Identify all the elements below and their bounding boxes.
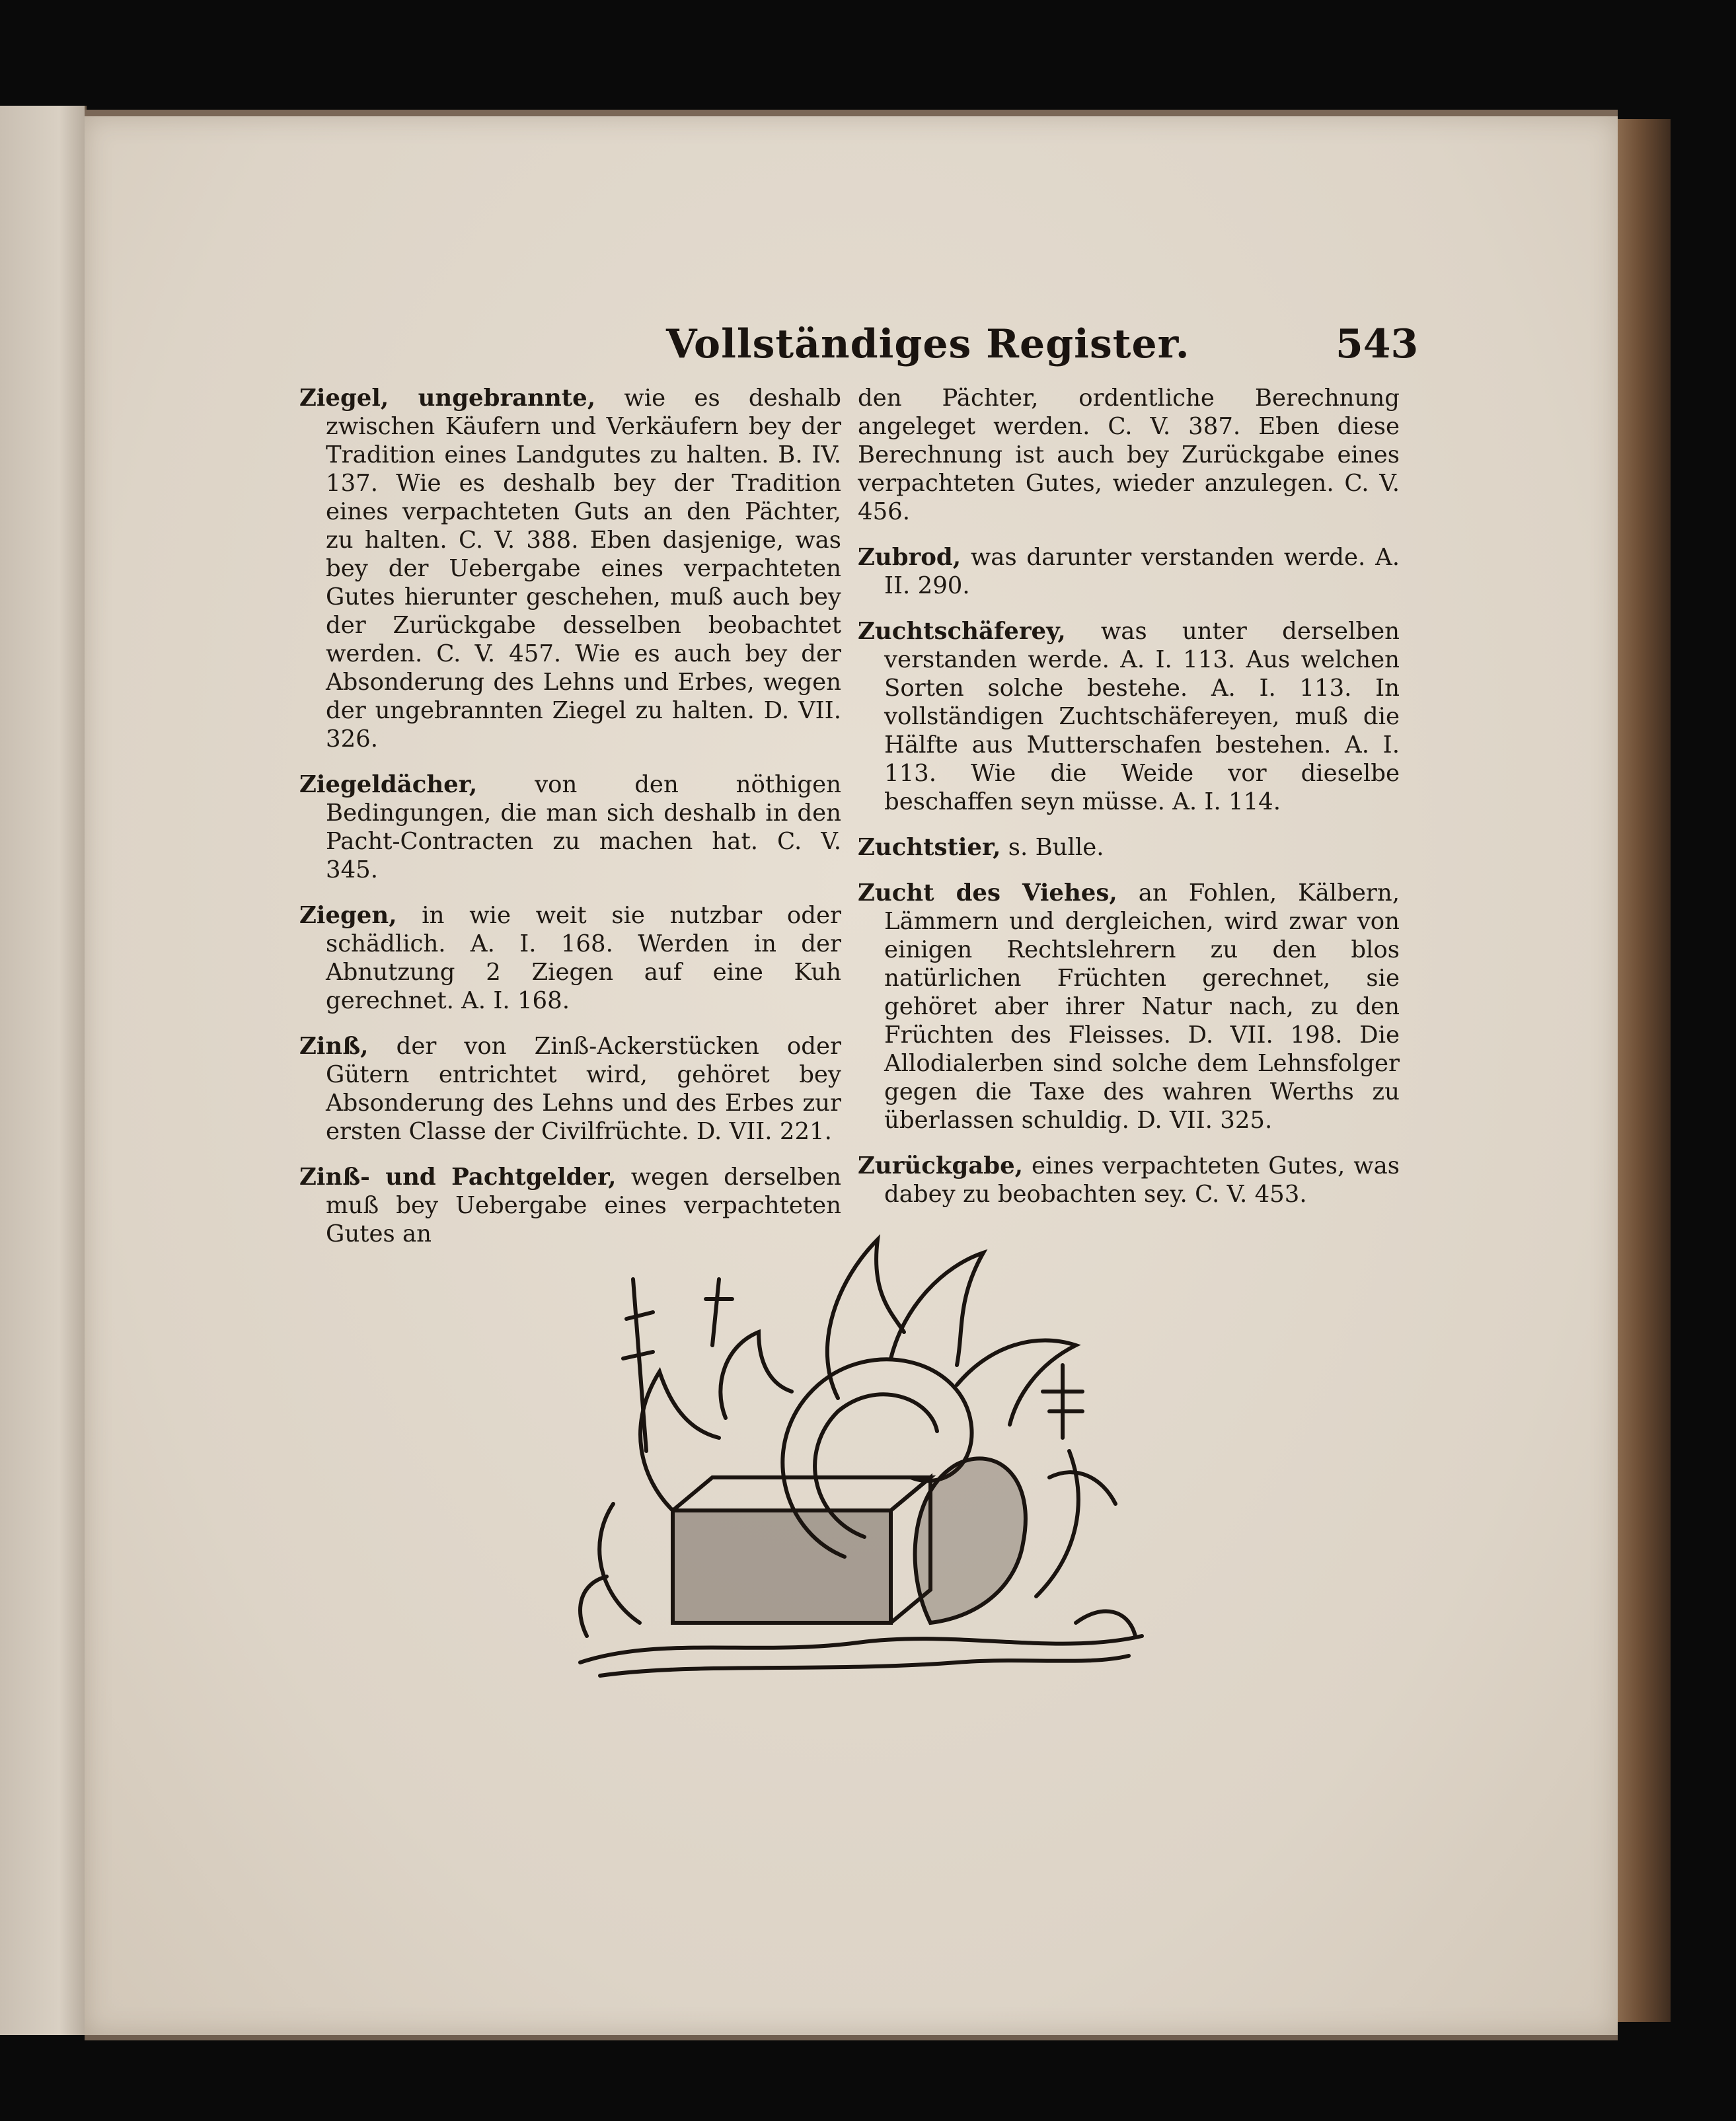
entry-headword: Zuchtschäferey, — [858, 618, 1066, 645]
running-title: Vollständiges Register. — [666, 321, 1190, 367]
entry-text: wie es deshalb zwischen Käufern und Verkäufern bey der Tradition eines Landgutes zu halten. B. IV. 137. Wie es deshalb bey der Tradition eines verpachteten Guts an den Pächter, zu halten. C. V. 388. Eben dasjenige, was bey der Uebergabe eines verpachteten Gutes hierunter geschehen, muß auch bey der Zurückgabe desselben beobachtet werden. C. V. 457. Wie es auch bey der Absonderung des Lehns und Erbes, wegen der ungebrannten Ziegel zu halten. D. VII. 326. — [326, 385, 841, 753]
index-entry — [858, 833, 1400, 862]
right-column — [858, 384, 1400, 1226]
entry-text: s. Bulle. — [1008, 834, 1104, 861]
rococo-vignette-icon — [560, 1200, 1155, 1702]
entry-headword: Ziegel, ungebrannte, — [299, 385, 596, 412]
book-cover-edge — [1618, 119, 1671, 2022]
entry-headword: Zubrod, — [858, 544, 962, 571]
entry-text: an Fohlen, Kälbern, Lämmern und dergleichen, wird zwar von einigen Rechtslehrern zu den blos natürlichen Früchten gerechnet, sie gehöret aber ihrer Natur nach, zu den Früchten des Fleisses. D. VII. 198. Die Allodialerben sind solche dem Lehnsfolger gegen die Taxe des wahren Werths zu überlassen schuldig. D. VII. 325. — [884, 879, 1400, 1134]
entry-text: wegen derselben muß bey Uebergabe eines verpachteten Gutes an — [326, 1164, 841, 1247]
entry-headword: Zinß- und Pachtgelder, — [299, 1164, 617, 1191]
facing-page-edge — [0, 106, 87, 2035]
index-entry — [299, 384, 841, 753]
entry-headword: Zinß, — [299, 1033, 369, 1060]
entry-text: den Pächter, ordentliche Berechnung angeleget werden. C. V. 387. Eben diese Berechnung ist auch bey Zurückgabe eines verpachteten Gutes, wieder anzulegen. C. V. 456. — [858, 385, 1400, 525]
index-entry — [858, 617, 1400, 816]
index-entry — [858, 879, 1400, 1135]
index-entry-continued — [858, 384, 1400, 526]
entry-text: was darunter verstanden werde. A. II. 290. — [884, 544, 1400, 599]
running-head — [85, 321, 1618, 387]
index-entry — [858, 543, 1400, 600]
entry-text: der von Zinß-Ackerstücken oder Gütern entrichtet wird, gehöret bey Absonderung des Lehns und des Erbes zur ersten Classe der Civilfrüchte. D. VII. 221. — [326, 1033, 841, 1145]
entry-text: von den nöthigen Bedingungen, die man sich deshalb in den Pacht-Contracten zu machen hat. C. V. 345. — [326, 771, 841, 883]
entry-headword: Ziegen, — [299, 902, 397, 929]
entry-text: eines verpachteten Gutes, was dabey zu beobachten sey. C. V. 453. — [884, 1152, 1400, 1208]
entry-text: in wie weit sie nutzbar oder schädlich. A. I. 168. Werden in der Abnutzung 2 Ziegen auf eine Kuh gerechnet. A. I. 168. — [326, 902, 841, 1014]
index-entry — [299, 1032, 841, 1146]
entry-headword: Zucht des Viehes, — [858, 879, 1117, 907]
page-number: 543 — [1336, 321, 1419, 367]
entry-headword: Ziegeldächer, — [299, 771, 478, 798]
book-page — [85, 110, 1618, 2040]
index-entry — [299, 901, 841, 1015]
left-column — [299, 384, 841, 1265]
entry-text: was unter derselben verstanden werde. A. I. 113. Aus welchen Sorten solche bestehe. A. I. 113. In vollständigen Zuchtschäfereyen, muß die Hälfte aus Mutterschafen bestehen. A. I. 113. Wie die Weide vor dieselbe beschaffen seyn müsse. A. I. 114. — [884, 618, 1400, 815]
index-entry — [299, 770, 841, 884]
entry-headword: Zurückgabe, — [858, 1152, 1024, 1179]
entry-headword: Zuchtstier, — [858, 834, 1001, 861]
